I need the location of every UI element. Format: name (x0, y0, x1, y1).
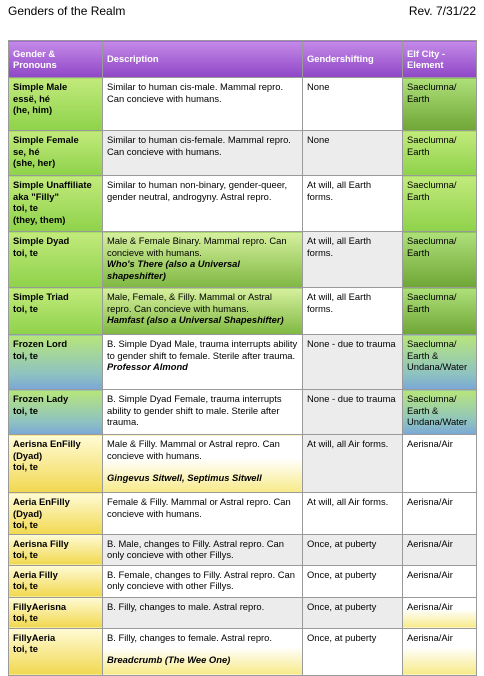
gender-line: toi, te (13, 549, 38, 560)
description-cell (103, 390, 303, 435)
gender-line: FillyAeria (13, 631, 56, 643)
gender-cell (9, 597, 103, 628)
gender-line: (she, her) (13, 157, 56, 168)
description-cell (103, 565, 303, 597)
description-cell (103, 435, 303, 493)
elf-city-line: Saeclumna/ (407, 179, 457, 190)
table-row (9, 288, 477, 335)
elf-city-line: Saeclumna/ (407, 291, 457, 302)
elf-city-cell (403, 131, 477, 176)
gender-cell (9, 288, 103, 335)
gender-line: (Dyad) (13, 507, 43, 519)
description-cell (103, 232, 303, 288)
gendershifting-text: At will, all Air forms. (307, 438, 389, 449)
gender-line: toi, te (13, 580, 38, 591)
gender-cell (9, 232, 103, 288)
column-header-gender: Gender & Pronouns (9, 41, 103, 78)
elf-city-line: Aerisna/Air (407, 631, 453, 643)
character-note: Breadcrumb (The Wee One) (107, 654, 231, 665)
elf-city-line: Earth & (407, 404, 439, 416)
gender-cell (9, 131, 103, 176)
gender-cell (9, 493, 103, 535)
revision-date: Rev. 7/31/22 (408, 4, 476, 18)
description-text: B. Filly, changes to male. Astral repro. (107, 600, 265, 612)
gendershifting-cell (303, 176, 403, 232)
genders-table (8, 40, 477, 676)
gender-cell (9, 565, 103, 597)
gender-line: (he, him) (13, 104, 53, 115)
table-row (9, 78, 477, 131)
gendershifting-cell (303, 565, 403, 597)
table-row (9, 232, 477, 288)
gendershifting-text: None - due to trauma (307, 393, 396, 404)
gendershifting-cell (303, 288, 403, 335)
elf-city-cell (403, 288, 477, 335)
spacer (107, 461, 298, 472)
gender-cell (9, 534, 103, 565)
gender-line: Simple Dyad (13, 235, 70, 246)
description-text: Male & Female Binary. Mammal repro. Can concieve with humans. (107, 235, 287, 258)
gender-line: Simple Female (13, 134, 79, 145)
gendershifting-text: None - due to trauma (307, 338, 396, 349)
elf-city-line: Aerisna/Air (407, 568, 453, 580)
elf-city-cell (403, 435, 477, 493)
gender-line: se, hé (13, 145, 40, 157)
gender-line: toi, te (13, 461, 38, 472)
gender-line: Aeria EnFilly (13, 496, 70, 507)
gender-line: Aeria Filly (13, 568, 58, 580)
elf-city-line: Undana/Water (407, 361, 468, 372)
description-text: Male & Filly. Mammal or Astral repro. Can concieve with humans. (107, 438, 280, 461)
elf-city-cell (403, 232, 477, 288)
gendershifting-text: At will, all Air forms. (307, 496, 389, 507)
gender-cell (9, 435, 103, 493)
description-text: Similar to human cis-female. Mammal repro. Can concieve with humans. (107, 134, 291, 157)
gendershifting-text: Once, at puberty (307, 568, 377, 580)
elf-city-line: Aerisna/Air (407, 537, 453, 549)
gendershifting-text: At will, all Earth forms. (307, 179, 372, 202)
gender-line: Simple Triad (13, 291, 69, 302)
gender-line: Frozen Lady (13, 393, 69, 404)
gender-line: Simple Male (13, 81, 68, 92)
gender-cell (9, 335, 103, 390)
description-cell (103, 78, 303, 131)
gender-cell (9, 176, 103, 232)
gender-line: toi, te (13, 643, 38, 654)
description-text: Male, Female, & Filly. Mammal or Astral repro. Can concieve with humans. (107, 291, 272, 314)
description-cell (103, 176, 303, 232)
gendershifting-cell (303, 390, 403, 435)
gendershifting-text: None (307, 81, 330, 92)
gendershifting-cell (303, 78, 403, 131)
gendershifting-cell (303, 335, 403, 390)
elf-city-line: Aerisna/Air (407, 496, 453, 507)
elf-city-line: Saeclumna/ (407, 393, 457, 404)
gendershifting-text: Once, at puberty (307, 631, 377, 643)
description-text: B. Male, changes to Filly. Astral repro. Can only concieve with other Fillys. (107, 537, 284, 560)
description-cell (103, 534, 303, 565)
elf-city-line: Earth (407, 302, 430, 314)
gender-line: aka "Filly" (13, 190, 59, 202)
gender-line: Simple Unaffiliate (13, 179, 92, 190)
character-note: Gingevus Sitwell, Septimus Sitwell (107, 472, 262, 483)
gender-line: toi, te (13, 202, 38, 213)
table-row (9, 534, 477, 565)
description-cell (103, 493, 303, 535)
document-title: Genders of the Realm (8, 4, 126, 18)
elf-city-line: Saeclumna/ (407, 235, 457, 246)
description-text: Similar to human non-binary, gender-queer, gender neutral, androgyny. Astral repro. (107, 179, 288, 202)
gender-line: Aerisna EnFilly (13, 438, 81, 449)
table-body (9, 78, 477, 676)
description-text: Female & Filly. Mammal or Astral repro. Can concieve with humans. (107, 496, 291, 519)
header-row (9, 41, 477, 78)
elf-city-line: Earth (407, 92, 430, 104)
elf-city-line: Undana/Water (407, 416, 468, 427)
table-row (9, 176, 477, 232)
gender-line: toi, te (13, 349, 38, 361)
elf-city-line: Saeclumna/ (407, 338, 457, 349)
gendershifting-text: Once, at puberty (307, 600, 377, 612)
description-text: B. Female, changes to Filly. Astral repro. Can only concieve with other Fillys. (107, 568, 295, 591)
gendershifting-text: Once, at puberty (307, 537, 377, 549)
table-row (9, 390, 477, 435)
description-text: B. Simple Dyad Male, trauma interrupts ability to gender shift to female. Sterile after trauma. (107, 338, 298, 361)
gender-cell (9, 78, 103, 131)
elf-city-line: Earth (407, 145, 430, 157)
character-note: Hamfast (also a Universal Shapeshifter) (107, 314, 284, 325)
gender-line: toi, te (13, 612, 38, 623)
elf-city-cell (403, 493, 477, 535)
description-text: B. Filly, changes to female. Astral repro. (107, 631, 272, 643)
table-row (9, 493, 477, 535)
description-cell (103, 597, 303, 628)
gender-line: FillyAerisna (13, 600, 67, 612)
description-cell (103, 335, 303, 390)
page-header (8, 4, 476, 24)
elf-city-line: Earth (407, 190, 430, 202)
elf-city-cell (403, 390, 477, 435)
gendershifting-cell (303, 534, 403, 565)
elf-city-cell (403, 176, 477, 232)
column-header-gendershifting: Gendershifting (303, 41, 403, 78)
gender-line: toi, te (13, 519, 38, 530)
elf-city-cell (403, 597, 477, 628)
gender-line: (they, them) (13, 213, 66, 225)
column-header-description: Description (103, 41, 303, 78)
character-note: Who's There (also a Universal shapeshifter) (107, 258, 240, 281)
gender-line: toi, te (13, 302, 38, 314)
elf-city-line: Aerisna/Air (407, 438, 453, 449)
description-cell (103, 131, 303, 176)
elf-city-line: Saeclumna/ (407, 81, 457, 92)
elf-city-cell (403, 534, 477, 565)
gendershifting-text: None (307, 134, 330, 145)
gendershifting-cell (303, 435, 403, 493)
gender-line: essë, hé (13, 92, 51, 104)
table-row (9, 435, 477, 493)
description-text: B. Simple Dyad Female, trauma interrupts ability to gender shift to male. Sterile after trauma. (107, 393, 282, 427)
table-row (9, 131, 477, 176)
elf-city-line: Saeclumna/ (407, 134, 457, 145)
gender-cell (9, 390, 103, 435)
table-row (9, 565, 477, 597)
gendershifting-cell (303, 131, 403, 176)
elf-city-line: Earth & (407, 349, 439, 361)
gendershifting-cell (303, 493, 403, 535)
gender-line: toi, te (13, 404, 38, 416)
gender-line: Aerisna Filly (13, 537, 69, 549)
column-header-elf-city: Elf City - Element (403, 41, 477, 78)
gender-line: (Dyad) (13, 449, 43, 461)
gender-line: Frozen Lord (13, 338, 68, 349)
elf-city-line: Aerisna/Air (407, 600, 453, 612)
character-note: Professor Almond (107, 361, 188, 372)
table-row (9, 335, 477, 390)
elf-city-cell (403, 335, 477, 390)
table-row (9, 597, 477, 628)
gender-line: toi, te (13, 246, 38, 258)
elf-city-line: Earth (407, 246, 430, 258)
gendershifting-text: At will, all Earth forms. (307, 291, 372, 314)
gendershifting-cell (303, 597, 403, 628)
spacer (107, 643, 298, 654)
elf-city-cell (403, 78, 477, 131)
elf-city-cell (403, 565, 477, 597)
gendershifting-cell (303, 232, 403, 288)
gendershifting-text: At will, all Earth forms. (307, 235, 372, 258)
description-cell (103, 288, 303, 335)
description-text: Similar to human cis-male. Mammal repro. Can concieve with humans. (107, 81, 284, 104)
